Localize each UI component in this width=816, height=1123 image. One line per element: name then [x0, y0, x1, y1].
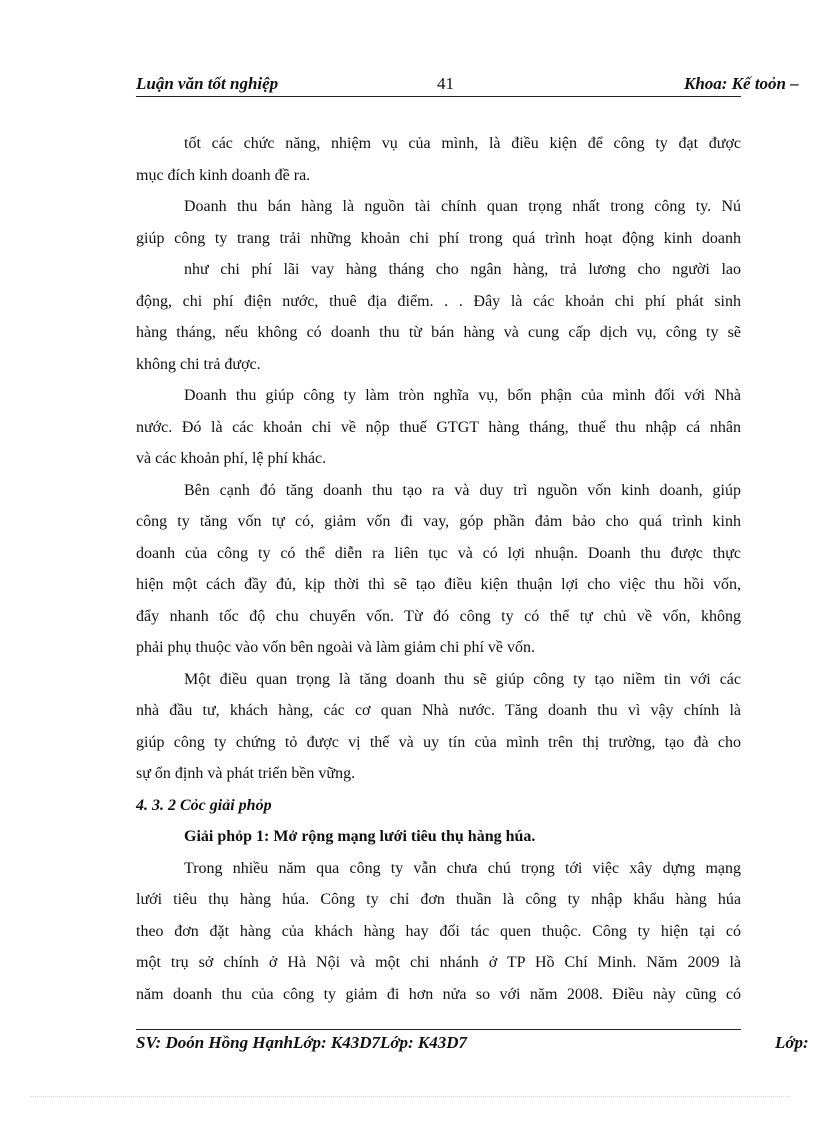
- text-line: giúp công ty chứng tỏ được vị thế và uy tín của mình trên thị trường, tạo đà cho: [136, 733, 741, 751]
- text-line: doanh của công ty có thể diễn ra liên tục và có lợi nhuận. Doanh thu được thực: [136, 544, 741, 562]
- text-line: một trụ sở chính ở Hà Nội và một chi nhánh ở TP Hồ Chí Minh. Năm 2009 là: [136, 954, 741, 971]
- text-line: Một điều quan trọng là tăng doanh thu sẽ giúp công ty tạo niềm tin với các: [184, 670, 741, 688]
- text-line: mục đích kinh doanh đề ra.: [136, 166, 311, 184]
- section-heading: 4. 3. 2 Cỏc giải phỏp: [136, 796, 272, 814]
- text-line: hiện một cách đầy đủ, kịp thời thì sẽ tạo điều kiện thuận lợi cho việc thu hồi vốn,: [136, 576, 741, 593]
- header-department: Khoa: Kế toỏn –: [684, 74, 799, 93]
- text-line: như chi phí lãi vay hàng tháng cho ngân hàng, trả lương cho người lao: [184, 261, 741, 278]
- text-line: Doanh thu giúp công ty làm tròn nghĩa vụ, bổn phận của mình đối với Nhà: [184, 387, 741, 404]
- text-line: và các khoản phí, lệ phí khác.: [136, 450, 327, 467]
- text-line: Trong nhiều năm qua công ty vẫn chưa chú trọng tới việc xây dựng mạng: [184, 859, 741, 877]
- text-line: phải phụ thuộc vào vốn bên ngoài và làm giảm chi phí về vốn.: [136, 639, 536, 656]
- page-number: 41: [437, 74, 454, 93]
- text-line: theo đơn đặt hàng của khách hàng hay đối tác quen thuộc. Công ty hiện tại có: [136, 922, 741, 940]
- text-line: giúp công ty trang trải những khoản chi phí trong quá trình hoạt động kinh doanh: [136, 229, 741, 247]
- page-edge-divider: [30, 1096, 790, 1097]
- footer-student: SV: Doón Hồng HạnhLớp: K43D7Lớp: K43D7: [136, 1033, 468, 1052]
- text-line: không chi trả được.: [136, 355, 261, 373]
- footer-class: Lớp:: [775, 1033, 809, 1052]
- text-line: Bên cạnh đó tăng doanh thu tạo ra và duy trì nguồn vốn kinh doanh, giúp: [184, 481, 741, 499]
- text-line: sự ổn định và phát triển bền vững.: [136, 765, 356, 782]
- text-line: tốt các chức năng, nhiệm vụ của mình, là điều kiện để công ty đạt được: [184, 135, 741, 152]
- subsection-heading: Giải phỏp 1: Mở rộng mạng lưới tiêu thụ hàng húa.: [184, 828, 536, 845]
- text-line: nước. Đó là các khoản chi về nộp thuế GTGT hàng tháng, thuế thu nhập cá nhân: [136, 418, 741, 436]
- document-body: [136, 128, 741, 1010]
- text-line: công ty tăng vốn tự có, giảm vốn đi vay, góp phần đảm bảo cho quá trình kinh: [136, 513, 741, 530]
- text-line: Doanh thu bán hàng là nguồn tài chính quan trọng nhất trong công ty. Nú: [184, 198, 741, 215]
- text-line: động, chi phí điện nước, thuê địa điểm. . . Đây là các khoản chi phí phát sinh: [136, 292, 741, 310]
- text-line: đẩy nhanh tốc độ chu chuyển vốn. Từ đó công ty có thể tự chủ về vốn, không: [136, 607, 741, 625]
- text-line: lưới tiêu thụ hàng húa. Công ty chỉ đơn thuần là công ty nhập khẩu hàng húa: [136, 891, 741, 908]
- text-line: năm doanh thu của công ty giảm đi hơn nửa so với năm 2008. Điều này cũng có: [136, 985, 741, 1003]
- header-title: Luận văn tốt nghiệp: [136, 74, 279, 93]
- text-line: hàng tháng, nếu không có doanh thu từ bán hàng và cung cấp dịch vụ, công ty sẽ: [136, 324, 741, 341]
- text-line: nhà đầu tư, khách hàng, các cơ quan Nhà nước. Tăng doanh thu vì vậy chính là: [136, 702, 741, 719]
- header-rule: [136, 96, 741, 97]
- footer-rule: [136, 1029, 741, 1030]
